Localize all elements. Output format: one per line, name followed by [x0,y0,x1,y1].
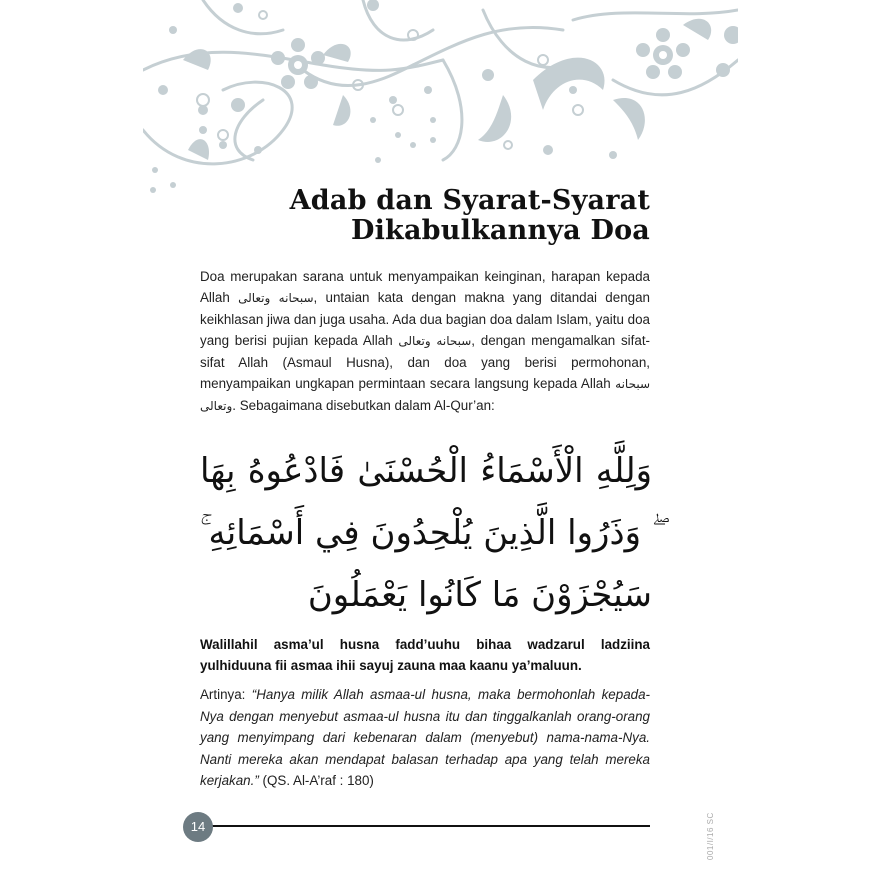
page-title [290,186,650,246]
verse-transliteration: Walillahil asma’ul husna fadd’uuhu bihaa wadzarul ladziina yulhiduuna fii asmaa ihii sayuj zauna maa kaanu ya’maluun. [200,637,650,673]
intro-text-4: . Sebagaimana disebutkan dalam Al-Qur’an: [232,398,495,413]
verse-reference: (QS. Al-A’raf : 180) [258,773,374,788]
translation-quote: “Hanya milik Allah asmaa-ul husna, maka bermohonlah kepada-Nya dengan menyebut asmaa-ul husna itu dan tinggalkanlah orang-orang yang menyimpang dari kebenaran dalam (menyebut) nama-nama-Nya. Nanti mereka akan mendapat balasan terhadap apa yang telah mereka kerjakan.” [200,687,650,788]
title-line-2: Dikabulkannya Doa [350,215,650,246]
honorific-arabic: سبحانه وتعالى [238,291,314,305]
honorific-arabic: سبحانه وتعالى [200,377,650,413]
verse-translation [200,684,650,792]
print-code: 001/I/16 SC [706,812,715,860]
quran-verse-arabic: وَلِلَّهِ الْأَسْمَاءُ الْحُسْنَىٰ فَادْعُوهُ بِهَا ۖ وَذَرُوا الَّذِينَ يُلْحِدُونَ فِي أَسْمَائِهِ ۚ سَيُجْزَوْنَ مَا كَانُوا يَعْمَلُونَ [200,451,652,615]
intro-paragraph [200,266,650,417]
honorific-arabic: سبحانه وتعالى [398,334,472,348]
translation-label: Artinya: [200,687,252,702]
title-line-1: Adab dan Syarat-Syarat [289,185,650,216]
floral-ornament-header [143,0,738,200]
footer-rule [212,825,650,827]
intro-text-1: Doa merupakan sarana untuk menyampaikan keinginan, harapan kepada Allah [200,269,650,305]
intro-text-2: , untaian kata dengan makna yang ditandai dengan keikhlasan jiwa dan juga usaha. Ada dua bagian doa dalam Islam, yaitu doa yang berisi pujian kepada Allah [200,290,650,348]
intro-text-3: , dengan mengamalkan sifat-sifat Allah (Asmaul Husna), dan doa yang berisi permohonan, menyampaikan ungkapan permintaan secara langsung kepada Allah [200,333,650,391]
page-number-badge: 14 [183,812,213,842]
